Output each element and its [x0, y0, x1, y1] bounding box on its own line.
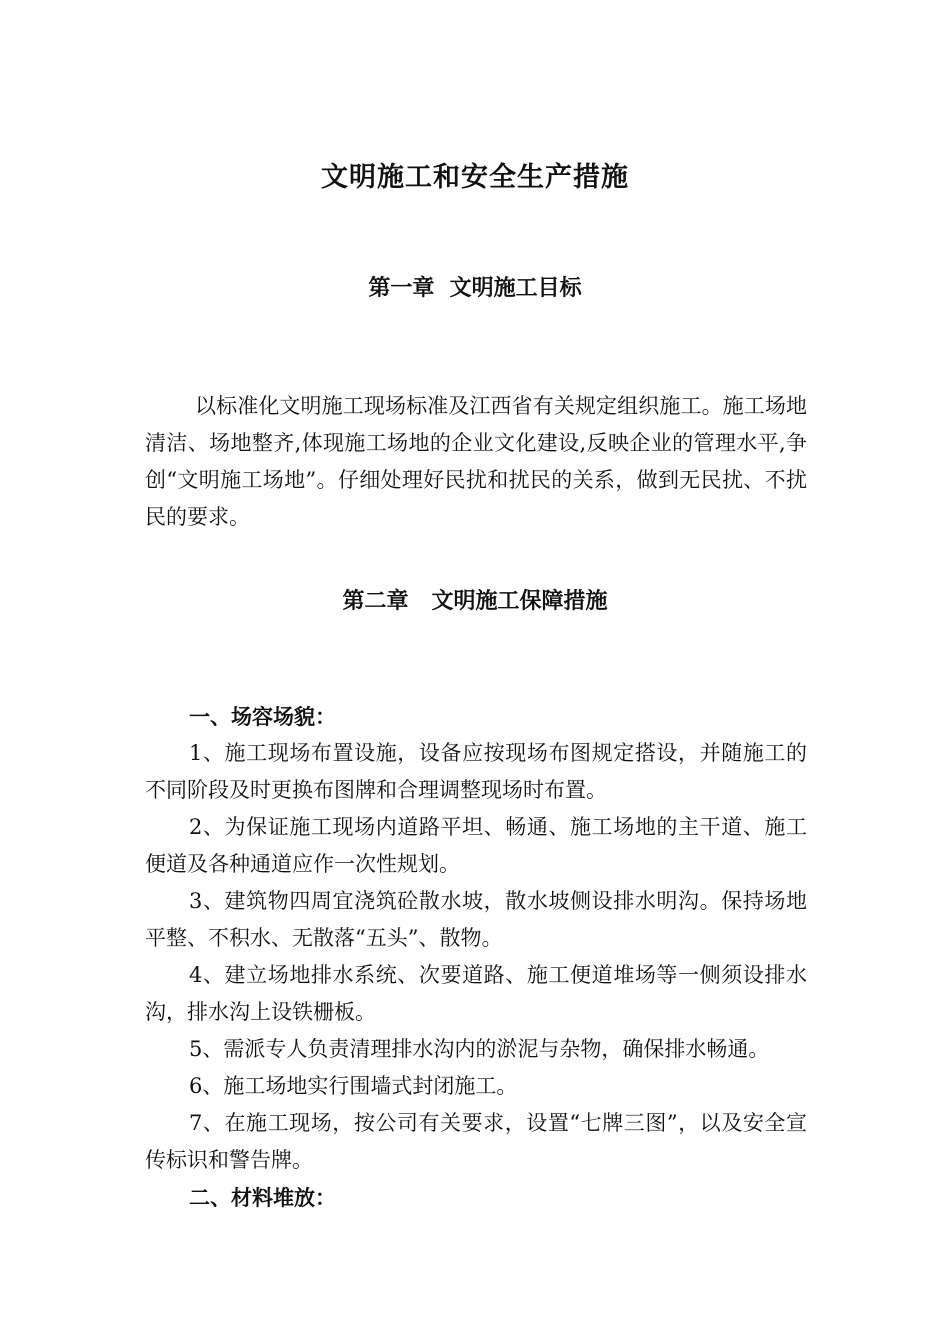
list-item: 4、建立场地排水系统、次要道路、施工便道堆场等一侧须设排水沟，排水沟上设铁栅板。: [145, 963, 807, 1024]
chapter-1-heading: 第一章 文明施工目标: [368, 275, 582, 301]
section-2-heading: 二、材料堆放：: [189, 1185, 336, 1210]
chapter-1-paragraph: 以标准化文明施工现场标准及江西省有关规定组织施工。施工场地清洁、场地整齐,体现施工场地的企业文化建设,反映企业的管理水平,争创“文明施工场地”。仔细处理好民扰和扰民的关系，做到无民扰、不扰民的要求。: [145, 394, 807, 529]
list-item: 1、施工现场布置设施，设备应按现场布图规定搭设，并随施工的不同阶段及时更换布图牌和合理调整现场时布置。: [145, 741, 807, 802]
list-item: 2、为保证施工现场内道路平坦、畅通、施工场地的主干道、施工便道及各种通道应作一次性规划。: [145, 815, 807, 876]
chapter-2-heading: 第二章 文明施工保障措施: [342, 588, 608, 614]
list-item: 6、施工场地实行围墙式封闭施工。: [189, 1074, 518, 1098]
list-item: 7、在施工现场，按公司有关要求，设置“七牌三图”，以及安全宣传标识和警告牌。: [145, 1111, 807, 1172]
chapter-2-body: [145, 698, 807, 1216]
list-item: 5、需派专人负责清理排水沟内的淤泥与杂物，确保排水畅通。: [189, 1037, 770, 1061]
document-title: 文明施工和安全生产措施: [321, 162, 629, 193]
section-1-heading: 一、场容场貌：: [189, 704, 336, 729]
list-item: 3、建筑物四周宜浇筑砼散水坡，散水坡侧设排水明沟。保持场地平整、不积水、无散落“五头”、散物。: [145, 889, 807, 950]
